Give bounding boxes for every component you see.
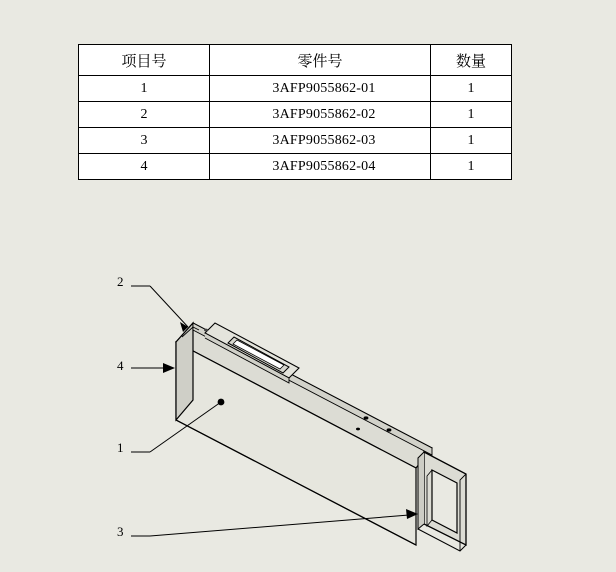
end-flange-edge bbox=[418, 452, 424, 529]
bolt-hole bbox=[387, 428, 392, 431]
callout-label-4: 4 bbox=[117, 358, 124, 373]
bolt-hole bbox=[364, 416, 369, 419]
leader-line-3b bbox=[150, 515, 409, 536]
callout-label-3: 3 bbox=[117, 524, 124, 539]
callout-label-2: 2 bbox=[117, 274, 124, 289]
cell-part-number: 3AFP9055862-02 bbox=[210, 102, 431, 128]
column-header-quantity: 数量 bbox=[431, 45, 512, 76]
cell-part-number: 3AFP9055862-04 bbox=[210, 154, 431, 180]
cell-item: 1 bbox=[79, 76, 210, 102]
bolt-hole bbox=[204, 329, 208, 332]
cell-quantity: 1 bbox=[431, 128, 512, 154]
column-header-part-number: 零件号 bbox=[210, 45, 431, 76]
column-header-item: 项目号 bbox=[79, 45, 210, 76]
leader-arrow-4 bbox=[163, 363, 175, 373]
cell-part-number: 3AFP9055862-01 bbox=[210, 76, 431, 102]
cell-quantity: 1 bbox=[431, 76, 512, 102]
cell-item: 2 bbox=[79, 102, 210, 128]
cell-part-number: 3AFP9055862-03 bbox=[210, 128, 431, 154]
leader-line-2b bbox=[150, 286, 188, 327]
bolt-hole bbox=[356, 428, 360, 431]
cell-item: 4 bbox=[79, 154, 210, 180]
cell-quantity: 1 bbox=[431, 154, 512, 180]
cell-quantity: 1 bbox=[431, 102, 512, 128]
callout-label-1: 1 bbox=[117, 440, 124, 455]
cell-item: 3 bbox=[79, 128, 210, 154]
